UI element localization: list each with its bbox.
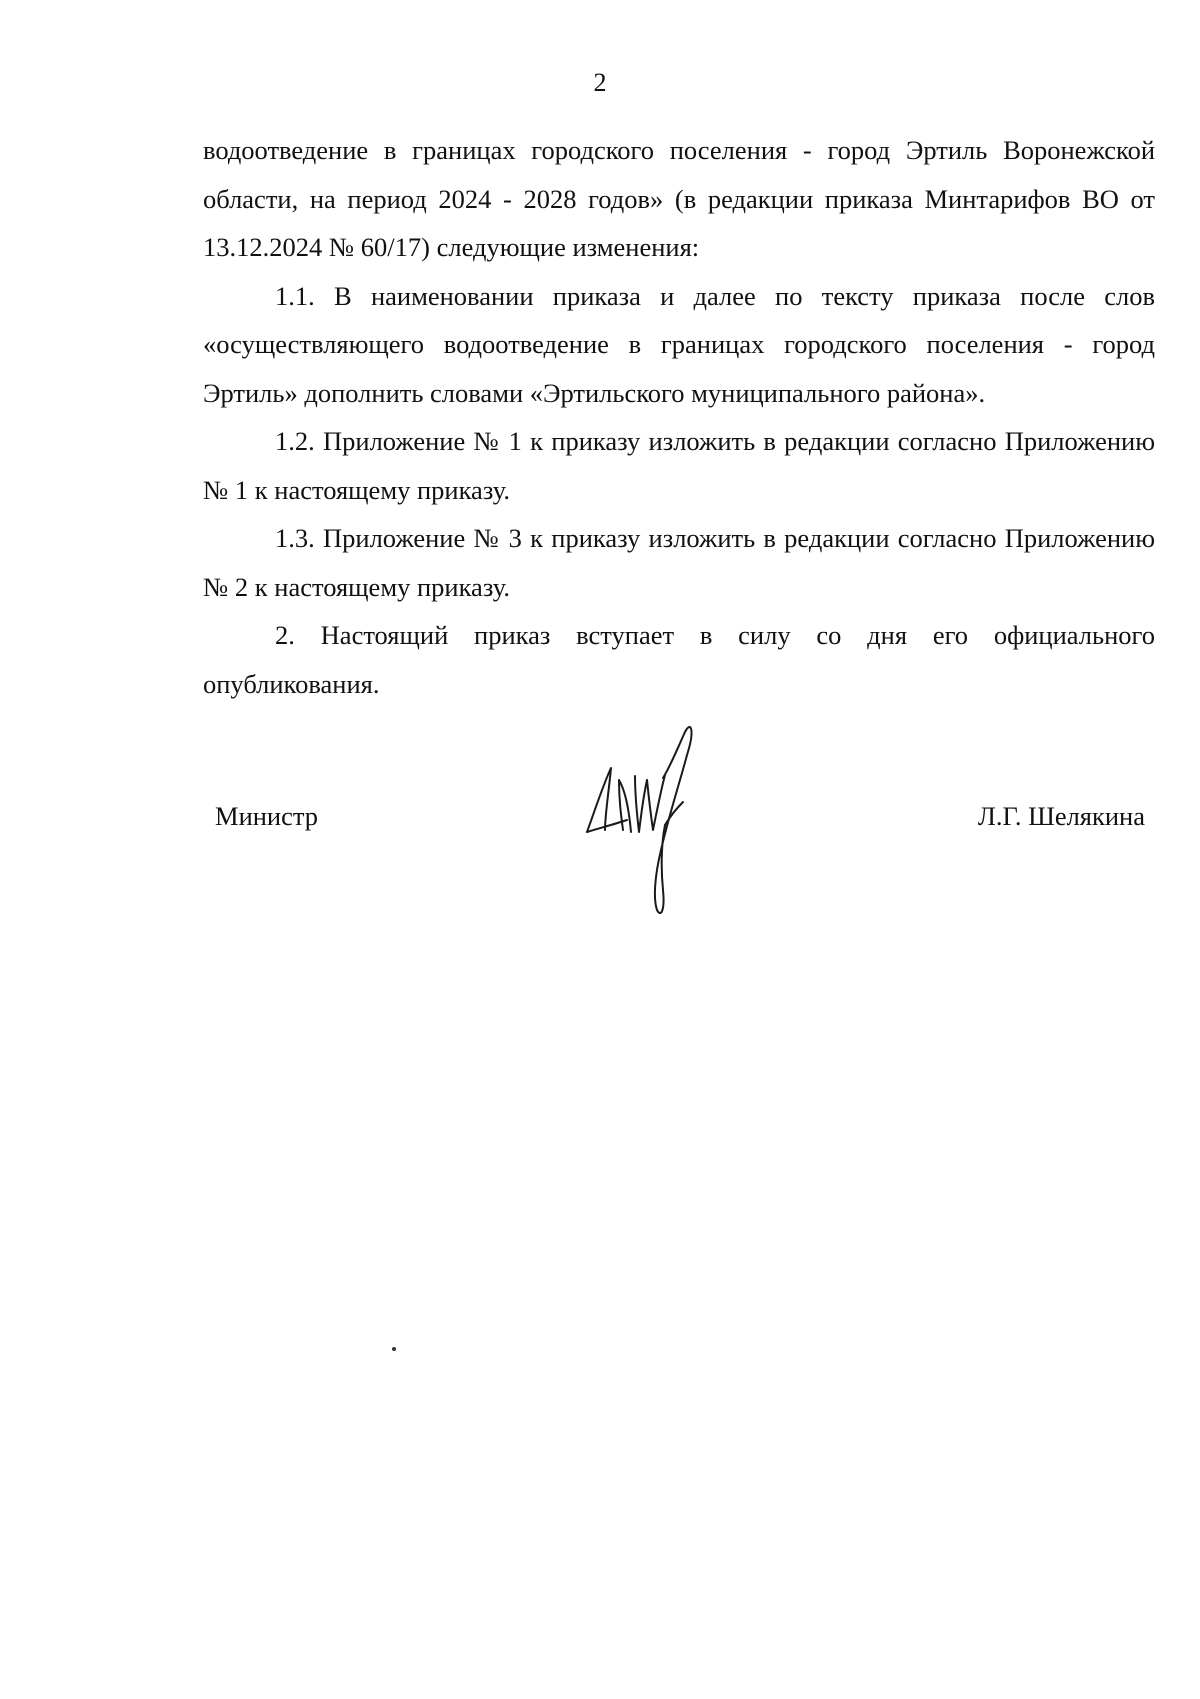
paragraph-item-2: 2. Настоящий приказ вступает в силу со дня его официального опубликования. xyxy=(203,620,1155,699)
paragraph-continuation: водоотведение в границах городского поселения - город Эртиль Воронежской области, на период 2024 - 2028 годов» (в редакции приказа Минтарифов ВО от 13.12.2024 № 60/17) следующие изменения: xyxy=(203,135,1155,262)
scan-speck xyxy=(392,1347,396,1351)
paragraph-item-1-2: 1.2. Приложение № 1 к приказу изложить в редакции согласно Приложению № 1 к настоящему приказу. xyxy=(203,426,1155,505)
document-body xyxy=(203,126,1155,708)
signatory-name: Л.Г. Шелякина xyxy=(977,801,1145,831)
paragraph-item-1-3: 1.3. Приложение № 3 к приказу изложить в редакции согласно Приложению № 2 к настоящему приказу. xyxy=(203,523,1155,602)
signature-block xyxy=(0,720,1200,920)
handwritten-signature xyxy=(575,720,715,920)
signatory-title: Министр xyxy=(215,801,319,831)
page-number: 2 xyxy=(593,68,607,97)
paragraph-item-1-1: 1.1. В наименовании приказа и далее по тексту приказа после слов «осуществляющего водоотведение в границах городского поселения - город Эртиль» дополнить словами «Эртильского муниципального района». xyxy=(203,280,1155,408)
